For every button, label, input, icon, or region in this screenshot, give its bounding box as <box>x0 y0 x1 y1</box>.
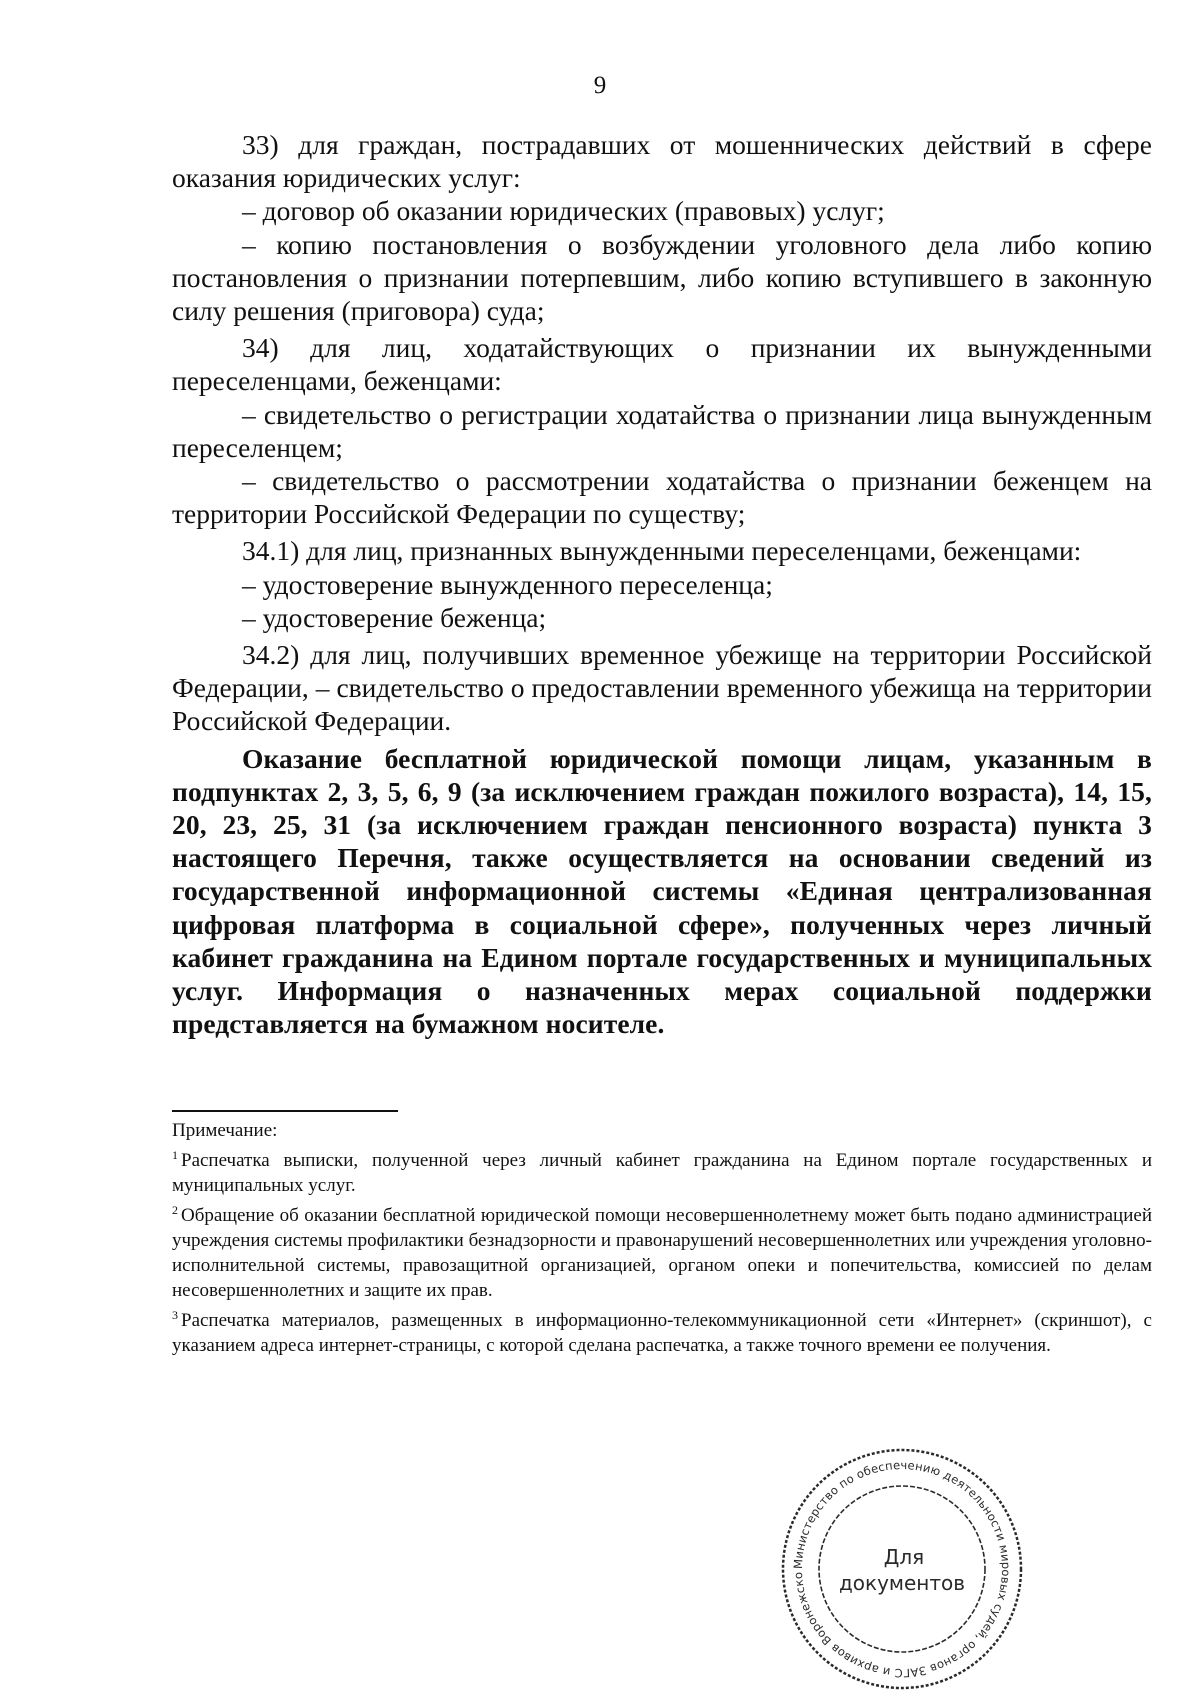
footnote-item <box>172 1198 1152 1303</box>
paragraph-item-34-2: 34.2) для лиц, получивших временное убежище на территории Российской Федерации, – свидетельство о предоставлении временного убежища на территории Российской Федерации. <box>172 639 1152 737</box>
paragraph-free-legal-aid: Оказание бесплатной юридической помощи лицам, указанным в подпунктах 2, 3, 5, 6, 9 (за исключением граждан пожилого возраста), 14, 15, 20, 23, 25, 31 (за исключением граждан пенсионного возраста) пункта 3 настоящего Перечня, также осуществляется на основании сведений из государственной информационной системы «Единая централизованная цифровая платформа в социальной сфере», полученных через личный кабинет гражданина на Едином портале государственных и муниципальных услуг. Информация о назначенных мерах социальной поддержки представляется на бумажном носителе. <box>172 742 1152 1040</box>
paragraph-item-34: 34) для лиц, ходатайствующих о признании их вынужденными переселенцами, беженцами: <box>172 332 1152 397</box>
paragraph-dash-registration: – свидетельство о регистрации ходатайства о признании лица вынужденным переселенцем; <box>172 398 1152 463</box>
paragraph-dash-resolution: – копию постановления о возбуждении уголовного дела либо копию постановления о признании потерпевшим, либо копию вступившего в законную силу решения (приговора) суда; <box>172 228 1152 327</box>
paragraph-item-33: 33) для граждан, пострадавших от мошеннических действий в сфере оказания юридических услуг: <box>172 129 1152 194</box>
stamp-ring-text: Министерство по обеспечению деятельности мировых судей, органов ЗАГС и архивов Воронежско <box>790 1457 1014 1681</box>
footnote-mark: 2 <box>172 1203 178 1217</box>
stamp-seal-icon <box>778 1445 1026 1693</box>
footnote-mark: 1 <box>172 1148 178 1162</box>
paragraph-dash-displaced-certificate: – удостоверение вынужденного переселенца; <box>242 568 773 600</box>
official-stamp <box>778 1445 1026 1693</box>
footnote-text: Обращение об оказании бесплатной юридической помощи несовершеннолетнему может быть подано администрацией учреждения системы профилактики безнадзорности и правонарушений несовершеннолетних или учреждения уголовно-исполнительной системы, правозащитной организацией, органом опеки и попечительства, комиссией по делам несовершеннолетних и защите их прав. <box>172 1205 1152 1301</box>
footnote-item <box>172 1143 1152 1198</box>
paragraph-dash-contract: – договор об оказании юридических (правовых) услуг; <box>242 195 885 227</box>
paragraph-item-34-1: 34.1) для лиц, признанных вынужденными переселенцами, беженцами: <box>242 535 1082 567</box>
footnote-text: Распечатка материалов, размещенных в информационно-телекоммуникационной сети «Интернет» (скриншот), с указанием адреса интернет-страницы, с которой сделана распечатка, а также точного времени ее получения. <box>172 1310 1152 1356</box>
footnote-item <box>172 1303 1152 1358</box>
paragraph-dash-refugee-review: – свидетельство о рассмотрении ходатайства о признании беженцем на территории Российской Федерации по существу; <box>172 465 1152 530</box>
footnote-separator <box>172 1110 398 1112</box>
paragraph-dash-refugee-certificate: – удостоверение беженца; <box>242 601 547 633</box>
stamp-line-1: Для <box>883 1545 925 1569</box>
stamp-line-2: документов <box>838 1571 966 1595</box>
document-body <box>172 128 1152 1040</box>
page-number: 9 <box>593 72 607 99</box>
footnote-mark: 3 <box>172 1308 178 1322</box>
footnotes <box>172 1118 1152 1358</box>
footnote-text: Распечатка выписки, полученной через личный кабинет гражданина на Едином портале государственных и муниципальных услуг. <box>172 1150 1152 1196</box>
footnotes-heading: Примечание: <box>172 1120 278 1141</box>
